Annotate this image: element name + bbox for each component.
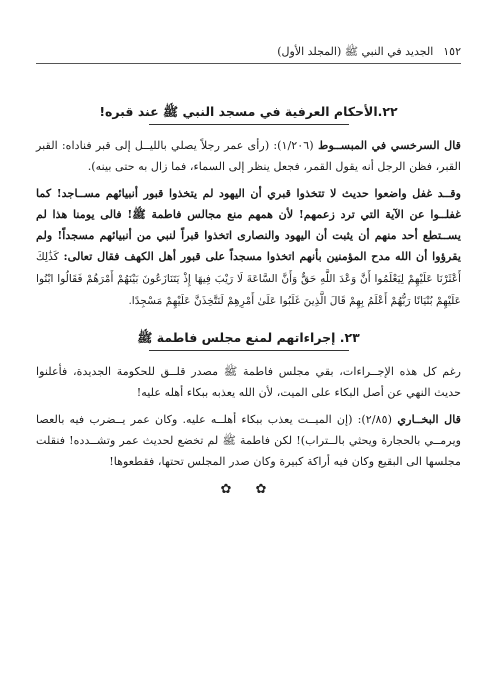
title-underline xyxy=(149,124,349,125)
running-title: الجديد في النبي ﷺ (المجلد الأول) xyxy=(277,45,434,58)
title-underline xyxy=(149,350,349,351)
section-gap xyxy=(36,318,461,328)
ornament-divider: ✿ ✿ xyxy=(220,482,277,497)
paragraph-text: رغم كل هذه الإجــراءات، بقي مجلس فاطمة ﷺ مصدر قلــق للحكومة الجديدة، فأعلنوا حديث النهي عن أصل البكاء على الميت، لأن الله يعذبه ببكاء أهله عليه! xyxy=(36,365,461,399)
paragraph-graves xyxy=(36,183,461,312)
quran-verse: كَذَٰلِكَ أَعْثَرْنَا عَلَيْهِمْ لِيَعْلَمُوا أَنَّ وَعْدَ اللَّهِ حَقٌّ وَأَنَّ السَّاعَةَ لَا رَيْبَ فِيهَا إِذْ يَتَنَازَعُونَ بَيْنَهُمْ أَمْرَهُمْ فَقَالُوا ابْنُوا عَلَيْهِمْ بُنْيَانًا رَبُّهُمْ أَعْلَمُ بِهِمْ قَالَ الَّذِينَ غَلَبُوا عَلَىٰ أَمْرِهِمْ لَنَتَّخِذَنَّ عَلَيْهِمْ مَسْجِدًا. xyxy=(36,251,461,307)
paragraph-text: (١/٢٠٦): (رأى عمر رجلاً يصلي بالليــل إلى قبر فناداه: القبر القبر، فظن الرجل أنه يقول القمر، فجعل ينظر إلى السماء، فما زال به حتى بينه). xyxy=(36,139,461,173)
citation-lead: قال البخــاري xyxy=(391,412,461,426)
book-page xyxy=(36,44,461,497)
paragraph-text: وقــد غفل واضعوا حديث لا تتخذوا قبري أن اليهود لم يتخذوا قبور أنبيائهم مســاجد! كما غفلــوا عن الآية التي ترد زعمهم! لأن همهم منع مجالس فاطمة ﷺ! فالى يومنا هذا لم يســتطع أحد منهم أن يثبت أن اليهود والنصارى اتخذوا قبراً لنبي من أنبيائهم مسجداً! ولم يقرؤوا أن الله مدح المؤمنين بأنهم اتخذوا مسجداً على قبور أهل الكهف فقال تعالى: xyxy=(36,186,461,263)
paragraph-text: (٢/٨٥): (إن الميــت يعذب ببكاء أهلــه عليه. وكان عمر يــضرب فيه بالعصا ويرمــي بالحجارة ويحثي بالــتراب)! لكن فاطمة ﷺ لم تخضع لحديث عمر وتشــدده! فنقلت مجلسها الى البقيع وكان فيه أراكة كبيرة وكان صدر المجلس تحتها، فقطعوها! xyxy=(36,413,461,468)
running-header xyxy=(36,44,461,64)
section-title-22: ٢٢.الأحكام العرفية في مسجد النبي ﷺ عند قبره! xyxy=(99,104,398,119)
section-title-23: ٢٣. إجراءاتهم لمنع مجلس فاطمة ﷺ xyxy=(137,330,360,345)
paragraph-measures xyxy=(36,361,461,403)
page-number: ١٥٢ xyxy=(443,45,461,58)
paragraph-bukhari xyxy=(36,409,461,472)
paragraph-sarakhsi xyxy=(36,135,461,177)
citation-lead: قال السرخسي في المبســوط xyxy=(313,138,461,152)
